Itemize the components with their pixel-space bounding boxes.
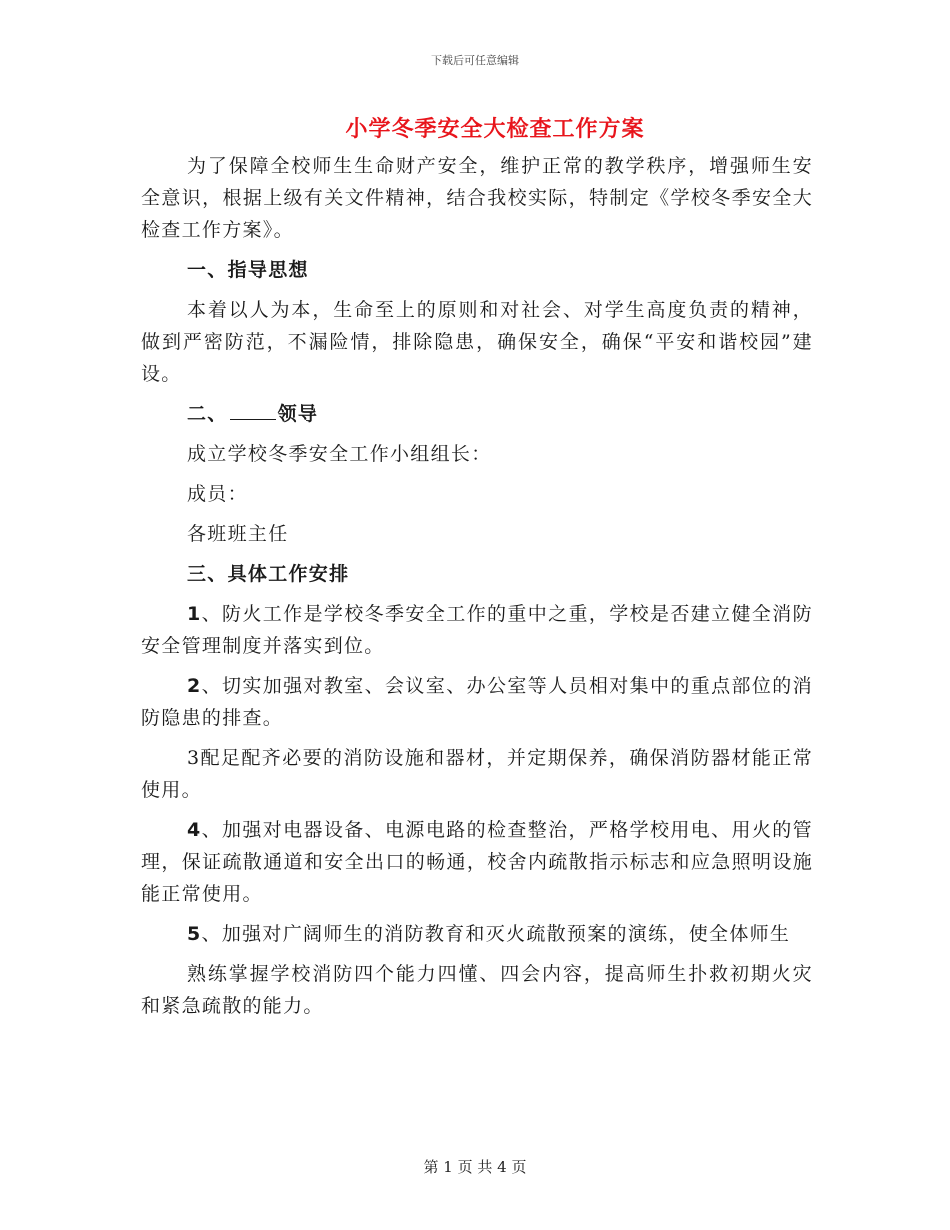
section2-line-members: 成员： [187, 483, 248, 505]
section3-item-4 [141, 814, 813, 910]
intro-paragraph: 为了保障全校师生生命财产安全，维护正常的教学秩序，增强师生安全意识，根据上级有关文件精神，结合我校实际，特制定《学校冬季安全大检查工作方案》。 [141, 155, 813, 241]
section3-item-2 [141, 670, 813, 734]
section2-line-teachers: 各班班主任 [187, 523, 289, 545]
item-number: 1 [187, 603, 202, 625]
section2-line-leader: 成立学校冬季安全工作小组组长： [187, 443, 492, 465]
section3-item-1 [141, 598, 813, 662]
page-title: 小学冬季安全大检查工作方案 [345, 116, 645, 142]
item-number: 5 [187, 923, 202, 945]
header-note: 下载后可任意编辑 [431, 54, 519, 67]
section2-heading-prefix: 二、 [187, 403, 228, 425]
section1-heading: 一、指导思想 [187, 259, 309, 281]
item-text: 、切实加强对教室、会议室、办公室等人员相对集中的重点部位的消防隐患的排查。 [141, 675, 813, 729]
document-body [141, 150, 813, 1030]
item-text: 、加强对电器设备、电源电路的检查整治，严格学校用电、用火的管理，保证疏散通道和安全出口的畅通，校舍内疏散指示标志和应急照明设施能正常使用。 [141, 819, 813, 905]
item-number: 4 [187, 819, 202, 841]
section3-item-5 [141, 918, 813, 950]
section3-heading: 三、具体工作安排 [187, 563, 350, 585]
item-text: 、加强对广阔师生的消防教育和灭火疏散预案的演练，使全体师生 [201, 923, 791, 945]
item-number: 2 [187, 675, 202, 697]
section3-item-3 [141, 742, 813, 806]
section2-heading [141, 398, 813, 430]
fill-in-blank [230, 399, 276, 420]
section1-paragraph: 本着以人为本，生命至上的原则和对社会、对学生高度负责的精神，做到严密防范，不漏险情，排除隐患，确保安全，确保“平安和谐校园”建设。 [141, 299, 813, 385]
item-text: 3配足配齐必要的消防设施和器材，并定期保养，确保消防器材能正常使用。 [141, 747, 813, 801]
page-footer: 第 1 页 共 4 页 [423, 1158, 527, 1176]
section2-heading-suffix: 领导 [277, 403, 319, 425]
item-text: 、防火工作是学校冬季安全工作的重中之重，学校是否建立健全消防安全管理制度并落实到位。 [141, 603, 813, 657]
section3-continuation: 熟练掌握学校消防四个能力四懂、四会内容，提高师生扑救初期火灾和紧急疏散的能力。 [141, 963, 813, 1017]
